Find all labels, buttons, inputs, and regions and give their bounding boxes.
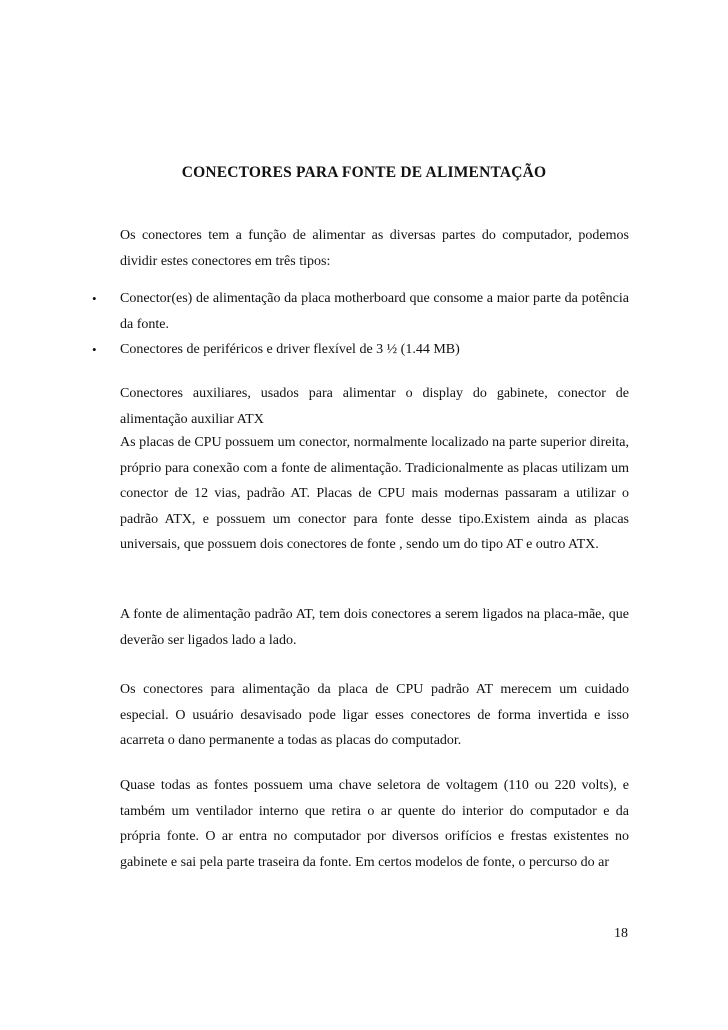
voltage-switch-paragraph: Quase todas as fontes possuem uma chave seletora de voltagem (110 ou 220 volts), e também um ventilador interno que retira o ar quente do interior do computador e da própria fonte. O ar entra no computador por diversos orifícios e frestas existentes no gabinete e sai pela parte traseira da fonte. Em certos modelos de fonte, o percurso do ar bbox=[120, 778, 629, 870]
auxiliary-connectors-paragraph: Conectores auxiliares, usados para alimentar o display do gabinete, conector de alimentação auxiliar ATX bbox=[120, 386, 629, 427]
cpu-boards-paragraph: As placas de CPU possuem um conector, normalmente localizado na parte superior direita, próprio para conexão com a fonte de alimentação. Tradicionalmente as placas utilizam um conector de 12 vias, padrão AT. Placas de CPU mais modernas passaram a utilizar o padrão ATX, e possuem um conector para fonte desse tipo.Existem ainda as placas universais, que possuem dois conectores de fonte , sendo um do tipo AT e outro ATX. bbox=[120, 435, 629, 552]
list-item bbox=[92, 286, 629, 337]
list-item-text: Conectores de periféricos e driver flexível de 3 ½ (1.44 MB) bbox=[120, 342, 460, 357]
bullet-icon: • bbox=[92, 291, 97, 306]
list-item bbox=[92, 337, 629, 363]
list-item-text: Conector(es) de alimentação da placa motherboard que consome a maior parte da potência da fonte. bbox=[120, 291, 629, 332]
at-power-supply-paragraph: A fonte de alimentação padrão AT, tem dois conectores a serem ligados na placa-mãe, que deverão ser ligados lado a lado. bbox=[120, 607, 629, 648]
intro-paragraph: Os conectores tem a função de alimentar as diversas partes do computador, podemos dividir estes conectores em três tipos: bbox=[120, 228, 629, 269]
connector-types-list bbox=[0, 286, 728, 363]
bullet-icon: • bbox=[92, 342, 97, 357]
warning-paragraph: Os conectores para alimentação da placa de CPU padrão AT merecem um cuidado especial. O usuário desavisado pode ligar esses conectores de forma invertida e isso acarreta o dano permanente a todas as placas do computador. bbox=[120, 682, 629, 748]
page-title: CONECTORES PARA FONTE DE ALIMENTAÇÃO bbox=[181, 164, 547, 181]
page-number: 18 bbox=[614, 926, 628, 941]
